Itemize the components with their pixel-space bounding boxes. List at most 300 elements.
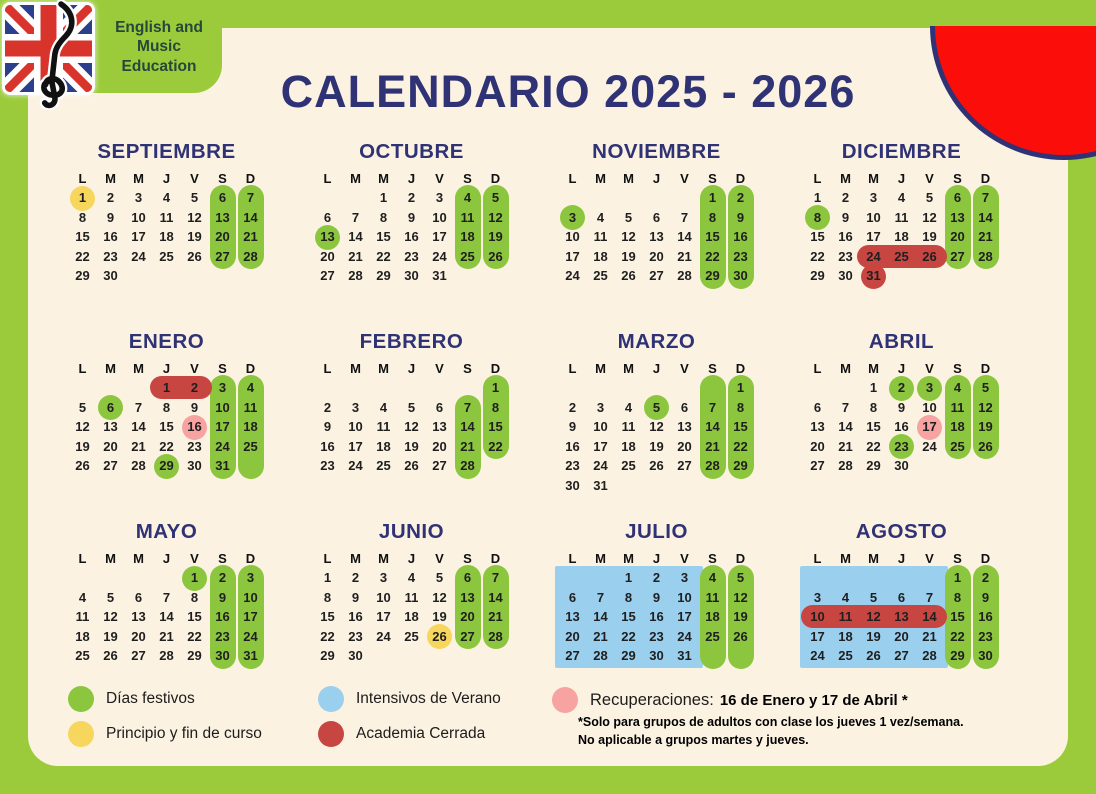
day-cell: 17 [131,229,146,244]
day-cell: 13 [215,209,230,225]
empty-cell [944,456,972,476]
month-grid [314,359,510,476]
day-cell: 13 [131,609,146,624]
weekday-header-cell: M [378,171,389,186]
day-cell: 16 [894,419,909,434]
empty-cell [125,266,153,286]
day-cell: 21 [348,248,363,264]
weekday-header-cell: D [980,171,991,186]
weekday-header-cell: D [735,551,746,566]
day-cell: 29 [733,458,748,473]
recuperaciones-dates: 16 de Enero y 17 de Abril * [719,691,908,709]
day-cell: 4 [246,380,255,395]
empty-cell [209,266,237,286]
day-cell: 19 [404,438,419,454]
empty-cell [181,266,209,286]
weekday-header-cell: V [680,551,689,566]
day-cell: 13 [894,609,909,624]
day-cell: 17 [432,229,447,244]
day-cell: 11 [705,589,720,605]
day-cell: 25 [593,268,608,283]
day-cell: 3 [925,380,934,395]
day-cell: 10 [432,209,447,225]
month-title: JUNIO [378,520,445,543]
day-cell: 14 [488,589,503,605]
day-cell: 5 [869,589,878,605]
day-cell: 1 [708,190,717,205]
day-cell: 5 [407,399,416,415]
day-cell: 30 [187,458,202,473]
day-cell: 21 [922,628,937,644]
day-cell: 6 [435,399,444,415]
weekday-header-cell: J [897,171,906,186]
day-cell: 17 [565,248,580,264]
legend-item-principio [68,721,262,747]
weekday-header-cell: S [953,551,962,566]
day-cell: 20 [460,609,475,624]
day-cells [69,549,265,666]
day-cell: 29 [376,268,391,283]
legend-item-recuperaciones [552,687,908,713]
day-cell: 27 [649,268,664,283]
legend-label: Recuperaciones: [590,690,714,709]
weekday-header-cell: V [680,171,689,186]
day-cell: 24 [922,438,937,454]
day-cell: 12 [488,209,503,225]
day-cell: 28 [159,648,174,663]
day-cell: 26 [922,248,937,264]
day-cell: 25 [159,248,174,264]
day-cell: 23 [320,458,335,473]
day-cell: 8 [813,209,822,225]
empty-cell [832,378,860,398]
day-cell: 16 [565,438,580,454]
day-cell: 9 [981,589,990,605]
day-cell: 17 [243,609,258,624]
day-cell: 14 [978,209,993,225]
day-cell: 20 [103,438,118,454]
day-cell: 18 [75,628,90,644]
weekday-header-cell: V [925,551,934,566]
empty-cell [727,646,755,666]
day-cells [804,169,1000,286]
day-cell: 13 [677,419,692,434]
day-cell: 3 [813,589,822,605]
day-cell: 31 [243,648,258,663]
day-cell: 4 [463,190,472,205]
day-cell: 16 [320,438,335,454]
day-cell: 26 [187,248,202,264]
verano-dot-icon [318,686,344,712]
day-cells [804,359,1000,476]
day-cell: 30 [894,458,909,473]
empty-cell [699,378,727,398]
day-cell: 25 [838,648,853,663]
day-cell: 5 [78,399,87,415]
weekday-header-cell: L [78,361,87,376]
day-cell: 21 [593,628,608,644]
day-cell: 3 [134,190,143,205]
day-cell: 24 [677,628,692,644]
day-cell: 5 [624,209,633,225]
day-cell: 7 [162,589,171,605]
day-cell: 29 [866,458,881,473]
day-cell: 2 [568,399,577,415]
day-cell: 26 [866,648,881,663]
day-cell: 16 [215,609,230,624]
day-cell: 30 [348,648,363,663]
day-cell: 6 [106,399,115,415]
day-cell: 9 [351,589,360,605]
day-cell: 22 [159,438,174,454]
empty-cell [671,476,699,496]
weekday-header-cell: J [407,551,416,566]
day-cell: 18 [621,438,636,454]
day-cell: 27 [894,648,909,663]
day-cell: 23 [894,438,909,454]
weekday-header-cell: V [680,361,689,376]
day-cell: 7 [981,190,990,205]
day-cell: 3 [680,570,689,585]
weekday-header-cell: J [652,361,661,376]
weekday-header-cell: M [623,551,634,566]
day-cell: 14 [131,419,146,434]
day-cell: 5 [981,380,990,395]
empty-cell [342,378,370,398]
empty-cell [587,188,615,208]
day-cell: 5 [736,570,745,585]
day-cell: 29 [187,648,202,663]
day-cell: 3 [568,209,577,225]
weekday-header-cell: L [323,171,332,186]
day-cell: 22 [75,248,90,264]
day-cell: 13 [320,229,335,244]
weekday-header-cell: J [407,171,416,186]
day-cell: 24 [432,248,447,264]
day-cells [314,549,510,666]
legend-note [578,714,1048,749]
month-octubre [289,140,534,330]
legend-note-line2: No aplicable a grupos martes y jueves. [578,732,809,747]
day-cell: 27 [950,248,965,264]
day-cell: 2 [652,570,661,585]
day-cell: 22 [866,438,881,454]
weekday-header-cell: S [708,551,717,566]
day-cell: 19 [187,229,202,244]
day-cell: 26 [649,458,664,473]
day-cell: 3 [351,399,360,415]
day-cell: 24 [348,458,363,473]
weekday-header-cell: M [105,361,116,376]
weekday-header-cell: M [350,551,361,566]
legend-label: Días festivos [106,690,195,707]
empty-cell [587,378,615,398]
day-cell: 6 [463,570,472,585]
weekday-header-cell: M [840,361,851,376]
day-cell: 26 [733,628,748,644]
empty-cell [972,266,1000,286]
weekday-header-cell: V [925,171,934,186]
day-cell: 10 [922,399,937,415]
day-cell: 4 [78,589,87,605]
day-cell: 22 [376,248,391,264]
day-cells [314,359,510,476]
month-grid [314,549,510,666]
weekday-header-cell: D [980,551,991,566]
day-cell: 22 [320,628,335,644]
day-cell: 1 [162,380,171,395]
weekday-header-cell: M [595,551,606,566]
day-cell: 11 [593,229,608,244]
month-title: MAYO [135,520,198,543]
month-title: ENERO [128,330,205,353]
day-cell: 20 [565,628,580,644]
day-cell: 30 [649,648,664,663]
day-cell: 6 [568,589,577,605]
day-cell: 18 [705,609,720,624]
day-cell: 12 [978,399,993,415]
day-cell: 6 [218,190,227,205]
legend-item-festivos [68,686,262,712]
day-cell: 7 [708,399,717,415]
day-cell: 6 [134,589,143,605]
treble-clef-icon [28,0,94,110]
day-cell: 12 [75,419,90,434]
day-cell: 1 [736,380,745,395]
day-cell: 9 [736,209,745,225]
day-cell: 26 [103,648,118,663]
months-grid [44,140,1024,710]
day-cell: 16 [348,609,363,624]
month-septiembre [44,140,289,330]
empty-cell [237,266,265,286]
empty-cell [454,646,482,666]
weekday-header-cell: V [435,361,444,376]
day-cell: 12 [621,229,636,244]
day-cell: 19 [649,438,664,454]
day-cells [559,169,755,286]
day-cell: 16 [838,229,853,244]
day-cell: 10 [215,399,230,415]
day-cell: 25 [376,458,391,473]
empty-cell [69,378,97,398]
day-cell: 31 [866,268,881,283]
weekday-header-cell: D [490,361,501,376]
day-cell: 15 [733,419,748,434]
legend-item-intensivos [318,686,501,712]
day-cell: 31 [593,477,608,493]
day-cell: 4 [841,589,850,605]
recuperacion-dot-icon [552,687,578,713]
weekday-header-cell: M [840,551,851,566]
weekday-header-cell: V [190,361,199,376]
day-cells [69,169,265,286]
day-cell: 15 [950,609,965,624]
weekday-header-cell: L [323,551,332,566]
weekday-header-cell: J [162,171,171,186]
festivo-dot-icon [68,686,94,712]
day-cell: 14 [677,229,692,244]
day-cell: 13 [103,419,118,434]
month-title: ABRIL [868,330,935,353]
day-cell: 30 [404,268,419,283]
day-cell: 12 [103,609,118,624]
day-cell: 9 [841,209,850,225]
day-cell: 4 [897,190,906,205]
empty-cell [699,646,727,666]
day-cell: 17 [215,419,230,434]
day-cell: 16 [404,229,419,244]
weekday-header-cell: V [435,171,444,186]
logo-tab [0,0,222,93]
page-title: CALENDARIO 2025 - 2026 [280,66,856,117]
day-cell: 25 [460,248,475,264]
day-cell: 2 [106,190,115,205]
day-cell: 22 [810,248,825,264]
day-cell: 7 [351,209,360,225]
day-cell: 9 [323,419,332,434]
month-title: NOVIEMBRE [592,140,721,163]
day-cell: 3 [869,190,878,205]
day-cell: 12 [404,419,419,434]
day-cell: 21 [131,438,146,454]
day-cell: 22 [705,248,720,264]
day-cell: 28 [978,248,993,264]
day-cell: 7 [463,399,472,415]
day-cell: 1 [379,190,388,205]
day-cell: 21 [978,229,993,244]
empty-cell [804,378,832,398]
weekday-header-cell: M [133,361,144,376]
day-cell: 17 [376,609,391,624]
day-cell: 14 [922,609,937,624]
day-cell: 6 [680,399,689,415]
day-cell: 27 [810,458,825,473]
empty-cell [370,378,398,398]
day-cell: 22 [187,628,202,644]
month-grid [69,359,265,476]
day-cell: 17 [593,438,608,454]
empty-cell [125,568,153,588]
weekday-header-cell: M [840,171,851,186]
day-cell: 18 [838,628,853,644]
day-cell: 26 [978,438,993,454]
day-cell: 31 [432,268,447,283]
day-cell: 5 [435,570,444,585]
day-cell: 27 [565,648,580,663]
day-cells [69,359,265,476]
weekday-header-cell: V [925,361,934,376]
day-cell: 31 [677,648,692,663]
weekday-header-cell: L [323,361,332,376]
weekday-header-cell: L [813,171,822,186]
legend-note-line1: *Solo para grupos de adultos con clase los jueves 1 vez/semana. [578,715,964,729]
day-cell: 26 [404,458,419,473]
weekday-header-cell: M [133,171,144,186]
month-marzo [534,330,779,520]
day-cell: 21 [460,438,475,454]
day-cell: 28 [243,248,258,264]
day-cell: 23 [215,628,230,644]
empty-cell [426,378,454,398]
month-title: FEBRERO [359,330,464,353]
month-diciembre [779,140,1024,330]
day-cell: 1 [190,570,199,585]
empty-cell [727,476,755,496]
empty-cell [972,456,1000,476]
day-cell: 28 [348,268,363,283]
day-cell: 25 [894,248,909,264]
month-grid [69,549,265,666]
weekday-header-cell: V [435,551,444,566]
day-cell: 13 [649,229,664,244]
empty-cell [482,266,510,286]
month-title: OCTUBRE [359,140,464,163]
day-cell: 5 [190,190,199,205]
day-cell: 7 [134,399,143,415]
day-cell: 28 [460,458,475,473]
day-cell: 10 [243,589,258,605]
weekday-header-cell: V [190,171,199,186]
month-mayo [44,520,289,710]
empty-cell [643,188,671,208]
weekday-header-cell: J [652,171,661,186]
day-cell: 8 [379,209,388,225]
day-cell: 23 [404,248,419,264]
day-cell: 4 [596,209,605,225]
day-cell: 31 [215,458,230,473]
day-cell: 15 [376,229,391,244]
day-cell: 17 [677,609,692,624]
weekday-header-cell: M [595,361,606,376]
day-cell: 21 [243,229,258,244]
day-cell: 17 [348,438,363,454]
month-grid [559,549,755,666]
empty-cell [69,568,97,588]
day-cell: 27 [103,458,118,473]
day-cell: 5 [652,399,661,415]
weekday-header-cell: M [868,361,879,376]
day-cell: 24 [593,458,608,473]
day-cell: 2 [897,380,906,395]
day-cell: 7 [680,209,689,225]
day-cell: 8 [190,589,199,605]
empty-cell [671,378,699,398]
month-julio [534,520,779,710]
empty-cell [398,646,426,666]
day-cell: 11 [460,209,475,225]
day-cell: 12 [649,419,664,434]
day-cell: 11 [894,209,909,225]
day-cell: 25 [950,438,965,454]
day-cell: 30 [103,268,118,283]
day-cell: 5 [491,190,500,205]
day-cell: 1 [813,190,822,205]
day-cell: 25 [621,458,636,473]
empty-cell [916,568,944,588]
day-cell: 26 [432,628,447,644]
day-cell: 20 [677,438,692,454]
day-cell: 23 [978,628,993,644]
weekday-header-cell: M [350,171,361,186]
day-cell: 23 [187,438,202,454]
month-title: JULIO [625,520,688,543]
day-cell: 11 [376,419,391,434]
month-grid [804,359,1000,476]
day-cell: 11 [621,419,636,434]
month-noviembre [534,140,779,330]
day-cell: 26 [621,268,636,283]
